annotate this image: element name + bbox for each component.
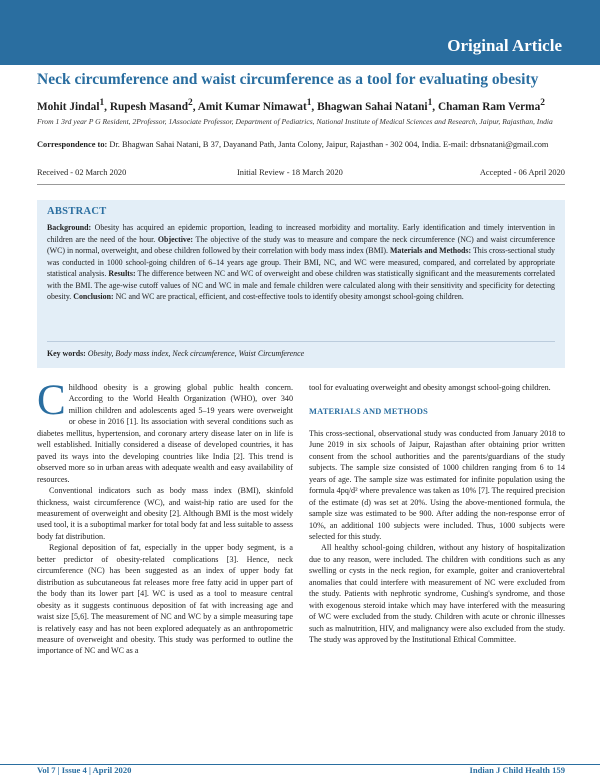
- body-column-left: [37, 377, 293, 657]
- keywords-divider: [47, 341, 555, 342]
- received-date: Received - 02 March 2020: [37, 168, 127, 177]
- author-affil-mark: 1: [427, 98, 433, 108]
- article-type-label: Original Article: [447, 36, 562, 55]
- affiliations: From 1 3rd year P G Resident, 2Professor, 1Associate Professor, Department of Pediatrics, National Institute of Medical Sciences and Research, Jaipur, Rajasthan, India: [37, 117, 553, 126]
- header-banner: [0, 0, 600, 65]
- article-title: Neck circumference and waist circumference as a tool for evaluating obesity: [37, 71, 539, 88]
- correspondence-text: Dr. Bhagwan Sahai Natani, B 37, Dayanand Path, Janta Colony, Jaipur, Rajasthan - 302 004, India. E-mail: drbsnatani@gmail.com: [109, 140, 549, 149]
- drop-cap: C: [37, 377, 66, 424]
- abstract-results-label: Results:: [108, 269, 136, 278]
- accepted-date: Accepted - 06 April 2020: [479, 168, 565, 177]
- abstract-methods-label: Materials and Methods:: [389, 246, 472, 255]
- author-affil-mark: 2: [540, 98, 545, 108]
- author-name: Chaman Ram Verma: [437, 100, 541, 113]
- abstract-results: The difference between NC and WC of overweight and obese children was statistically significant and the measurements correlated with the BMI. The age-wise cutoff values of NC and WC in male and female children were calculated along with their sensitivity and specificity for detecting obesity.: [47, 269, 555, 301]
- author-affil-mark: 2: [188, 98, 193, 108]
- paragraph: tool for evaluating overweight and obesity amongst school-going children.: [309, 383, 551, 392]
- dates-row: [37, 168, 565, 180]
- author-list: Mohit Jindal$^1$, Rupesh Masand$^2$, Amit Kumar Nimawat$^1$, Bhagwan Sahai Natani$^1$, Chaman Ram Verma$^2$: [37, 98, 545, 113]
- author-name: Mohit Jindal: [37, 100, 100, 113]
- abstract-background-label: Background:: [47, 223, 92, 232]
- footer-journal-page: Indian J Child Health 159: [469, 765, 565, 775]
- abstract-conclusion-label: Conclusion:: [73, 292, 114, 301]
- footer-issue: Vol 7 | Issue 4 | April 2020: [37, 765, 132, 775]
- paragraph: Regional deposition of fat, especially in the upper body segment, is a better predictor of obesity-related complications [3]. Hence, neck circumference (NC) has been suggested as an index of upper body fat distribution as subcutaneous fat releases more free fatty acid in upper part of the body than its lower part [4]. WC is used as a tool to measure central obesity as it suggests continuous deposition of fat with increasing age and waist size [5,6]. The measurement of NC and WC by a simple measuring tape is relatively easy and has not been explored adequately as an anthropometric measure of overweight and obesity. This study was performed to outline the importance of NC and WC as a: [37, 543, 293, 656]
- divider: [37, 184, 565, 185]
- abstract-objective: The objective of the study was to measure and compare the neck circumference (NC) and waist circumference (WC) in normal, overweight, and obese children followed by their correlation with body mass index (BMI).: [47, 234, 555, 255]
- initial-review-date: Initial Review - 18 March 2020: [237, 168, 343, 177]
- keywords-label: Key words:: [47, 349, 86, 358]
- author-affil-mark: 1: [99, 98, 105, 108]
- author-affil-mark: 1: [306, 98, 312, 108]
- correspondence: [37, 139, 565, 151]
- paragraph: All healthy school-going children, without any history of hospitalization due to any reason, were included. The children with conditions such as any swelling or cysts in the neck region, for example, goiter and craniovertebral anomalies that could interfere with measurement of NC were excluded from the study. Patients with nephrotic syndrome, Cushing's syndrome, and those with exogenous steroid intake which may have interfered with the measuring of WC were excluded from the study. Children with acute or chronic illnesses such as malnutrition, HIV, and malignancy were also excluded from the study. The study was approved by the Institutional Ethical Committee.: [309, 543, 565, 645]
- paragraph: This cross-sectional, observational study was conducted from January 2018 to June 2019 in six schools of Jaipur, Rajasthan after obtaining prior written consent from the school authorities and the parents/guardians of the study subjects. The sample size consisted of 1000 children ranging from 6 to 14 years of age. The sample size was estimated for infinite population using the formula 4pq/d² where prevalence was taken as 10% [7]. The required precision of the estimate (d) was set at 20%. Using the above-mentioned formula, the sample size was estimated to be 900. After adding the non-response error of 10%, an additional 100 subjects were included. Thus, 1000 subjects were selected for this study.: [309, 428, 565, 541]
- correspondence-label: Correspondence to:: [37, 140, 108, 149]
- abstract-background: Obesity has acquired an epidemic proportion, leading to increased morbidity and mortality. Early identification and timely intervention in children are the need of the hour.: [47, 223, 555, 244]
- author-name: Amit Kumar Nimawat: [197, 100, 307, 113]
- abstract-text: [47, 222, 555, 303]
- abstract-objective-label: Objective:: [157, 234, 193, 244]
- body-column-right: [309, 382, 565, 646]
- keywords-text: Obesity, Body mass index, Neck circumference, Waist Circumference: [87, 349, 305, 358]
- paragraph: hildhood obesity is a growing global public health concern. According to the World Health Organization (WHO), over 340 million children and adolescents aged 5–19 years were overweight or obese in 2016 [1]. Its association with several conditions such as diabetes mellitus, hypertension, and coronary artery disease later on in life is well established. Initially considered a disease of developed countries, it has paved its ways into the developing countries like India [2]. This trend is observed more so in urban areas with adequate wealth and easy availability of resources.: [37, 383, 293, 484]
- abstract-heading: ABSTRACT: [47, 206, 107, 217]
- abstract-box: [37, 200, 565, 368]
- section-heading-methods: MATERIALS AND METHODS: [309, 407, 428, 417]
- abstract-methods: This cross-sectional study was conducted in 1000 school-going children of 6–14 years age group. Their BMI, NC, and WC were measured, compared, and correlated by appropriate statistical analysis.: [47, 246, 556, 278]
- keywords: [47, 349, 304, 358]
- author-name: Bhagwan Sahai Natani: [317, 100, 428, 113]
- paragraph: Conventional indicators such as body mass index (BMI), skinfold thickness, waist circumference (WC), and waist-hip ratio are used for the measurement of overweight and obesity [2]. Although BMI is the most widely used tool, it is a suboptimal marker for total body fat and less suitable to assess body fat distribution.: [37, 486, 293, 541]
- author-name: Rupesh Masand: [109, 100, 188, 113]
- abstract-conclusion: NC and WC are practical, efficient, and cost-effective tools to identify obesity amongst school-going children.: [115, 292, 464, 301]
